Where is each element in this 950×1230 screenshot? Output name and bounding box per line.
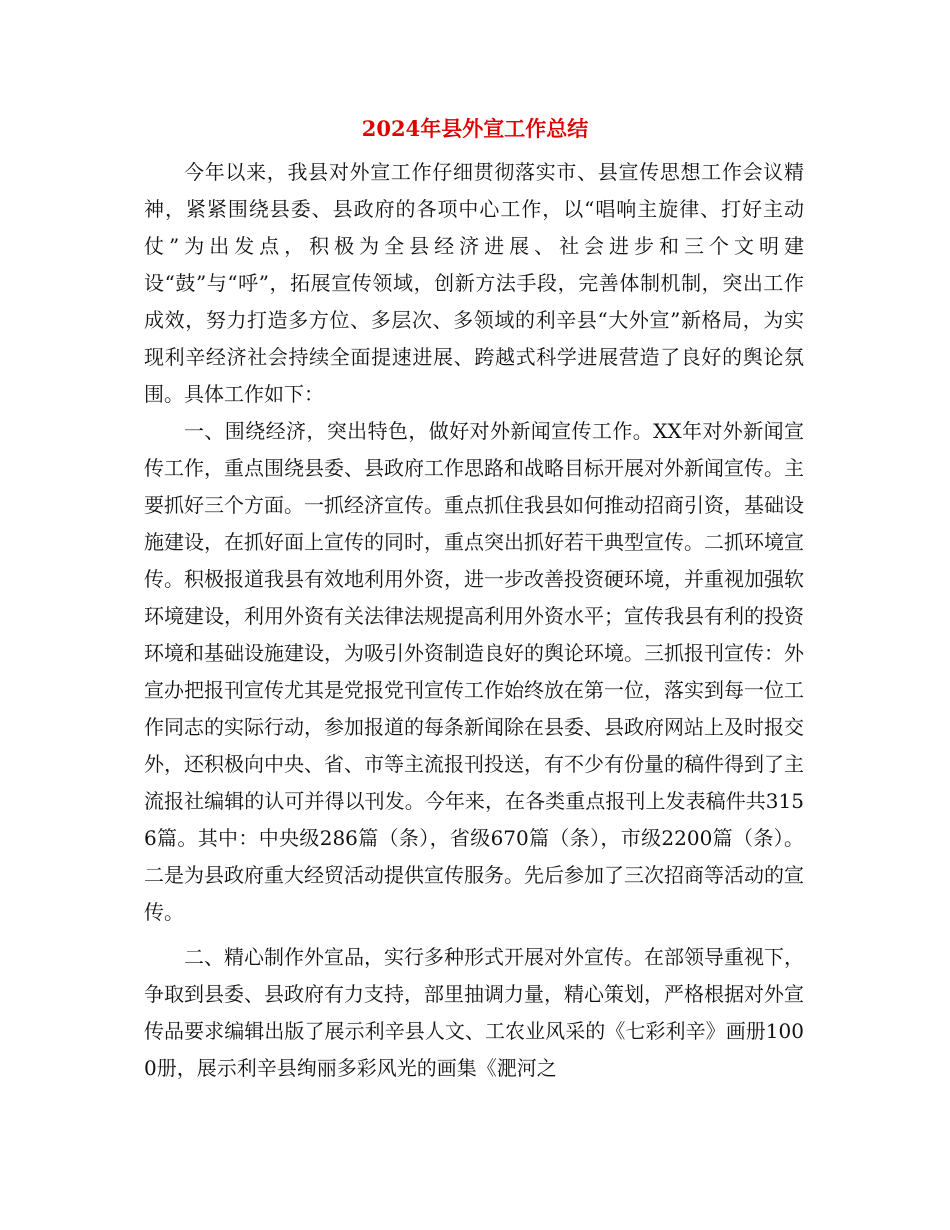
document-title: 2024年县外宣工作总结 [361, 116, 589, 141]
paragraph-section-1: 一、围绕经济，突出特色，做好对外新闻宣传工作。XX年对外新闻宣传工作，重点围绕县委、县政府工作思路和战略目标开展对外新闻宣传。主要抓好三个方面。一抓经济宣传。重点抓住我县如何推动招商引资，基础设施建设，在抓好面上宣传的同时，重点突出抓好若干典型宣传。二抓环境宣传。积极报道我县有效地利用外资，进一步改善投资硬环境，并重视加强软环境建设，利用外资有关法律法规提高利用外资水平；宣传我县有利的投资环境和基础设施建设，为吸引外资制造良好的舆论环境。三抓报刊宣传：外宣办把报刊宣传尤其是党报党刊宣传工作始终放在第一位，落实到每一位工作同志的实际行动，参加报道的每条新闻除在县委、县政府网站上及时报交外，还积极向中央、省、市等主流报刊投送，有不少有份量的稿件得到了主流报社编辑的认可并得以刊发。今年来，在各类重点报刊上发表稿件共3156篇。其中：中央级286篇（条），省级670篇（条），市级2200篇（条）。二是为县政府重大经贸活动提供宣传服务。先后参加了三次招商等活动的宣传。 [144, 419, 804, 924]
paragraph-section-2: 二、精心制作外宣品，实行多种形式开展对外宣传。在部领导重视下，争取到县委、县政府有力支持，部里抽调力量，精心策划，严格根据对外宣传品要求编辑出版了展示利辛县人文、工农业风采的《七彩利辛》画册1000册，展示利辛县绚丽多彩风光的画集《淝河之 [144, 945, 804, 1080]
paragraph-intro: 今年以来，我县对外宣工作仔细贯彻落实市、县宣传思想工作会议精神，紧紧围绕县委、县政府的各项中心工作，以“唱响主旋律、打好主动仗”为出发点，积极为全县经济进展、社会进步和三个文明建设“鼓”与“呼”，拓展宣传领域，创新方法手段，完善体制机制，突出工作成效，努力打造多方位、多层次、多领域的利辛县“大外宣”新格局，为实现利辛经济社会持续全面提速进展、跨越式科学进展营造了良好的舆论氛围。具体工作如下： [144, 160, 804, 406]
document-body [144, 154, 804, 1087]
